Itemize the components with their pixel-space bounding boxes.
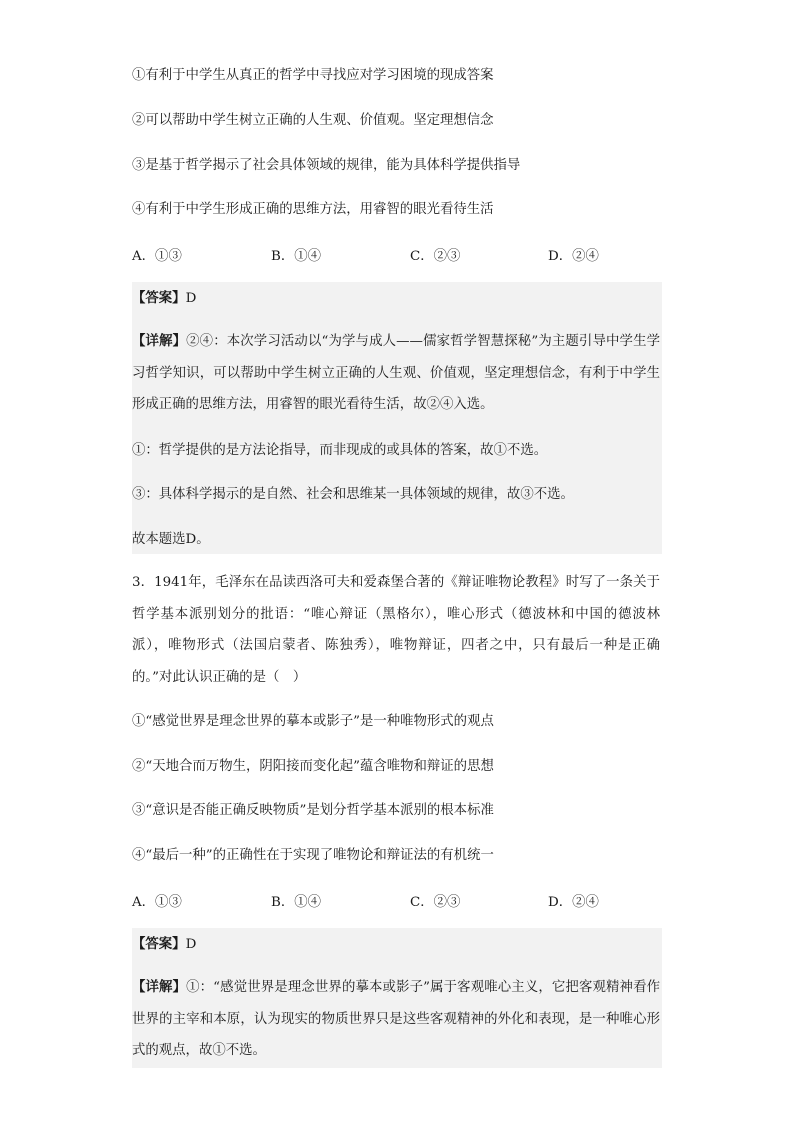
q3-answer [132,935,196,954]
q2-answer [132,289,196,308]
q3-option-b: B．①④ [271,895,322,910]
q3-statement-2: ②“天地合而万物生，阴阳接而变化起”蕴含唯物和辩证的思想 [132,759,494,774]
q3-detail-label: 【详解】 [132,980,187,995]
q2-detail [132,326,660,421]
q3-option-d: D．②④ [548,895,599,910]
q2-answer-value: D [185,291,197,306]
q3-option-a: A．①③ [132,895,182,910]
q2-detail-3: ③：具体科学揭示的是自然、社会和思维某一具体领域的规律，故③不选。 [132,487,574,502]
q3-statement-1: ①“感觉世界是理念世界的摹本或影子”是一种唯物形式的观点 [132,714,494,729]
q2-option-a: A．①③ [132,249,182,264]
q3-detail-text: ①：“感觉世界是理念世界的摹本或影子”属于客观唯心主义，它把客观精神看作世界的主宰和本原，认为现实的物质世界只是这些客观精神的外化和表现，是一种唯心形式的观点，故①不选。 [132,980,660,1058]
q2-detail-text: ②④：本次学习活动以“为学与成人——儒家哲学智慧探秘”为主题引导中学生学习哲学知识，可以帮助中学生树立正确的人生观、价值观，坚定理想信念，有利于中学生形成正确的思维方法，用睿智的眼光看待生活，故②④入选。 [132,334,660,412]
q2-detail-label: 【详解】 [132,334,187,349]
q2-option-d: D．②④ [548,249,599,264]
q2-option-b: B．①④ [271,249,322,264]
q3-options [132,891,662,910]
q2-statement-4: ④有利于中学生形成正确的思维方法，用睿智的眼光看待生活 [132,202,494,217]
q2-statement-1: ①有利于中学生从真正的哲学中寻找应对学习困境的现成答案 [132,68,494,83]
q2-options [132,245,662,264]
q3-statement-3: ③“意识是否能正确反映物质”是划分哲学基本派别的根本标准 [132,803,494,818]
q2-option-c: C．②③ [410,249,461,264]
q3-statement-4: ④“最后一种”的正确性在于实现了唯物论和辩证法的有机统一 [132,848,494,863]
q2-answer-label: 【答案】 [132,291,186,306]
q2-statement-2: ②可以帮助中学生树立正确的人生观、价值观。坚定理想信念 [132,113,494,128]
q2-conclusion: 故本题选D。 [132,532,210,547]
q2-detail-1: ①：哲学提供的是方法论指导，而非现成的或具体的答案，故①不选。 [132,443,548,458]
q3-option-c: C．②③ [410,895,461,910]
q3-detail [132,972,660,1067]
q2-statement-3: ③是基于哲学揭示了社会具体领域的规律，能为具体科学提供指导 [132,158,521,173]
q3-answer-label: 【答案】 [132,937,186,952]
q3-answer-value: D [185,937,197,952]
q3-stem: 3．1941年，毛泽东在品读西洛可夫和爱森堡合著的《辩证唯物论教程》时写了一条关于哲学基本派别划分的批语：“唯心辩证（黑格尔），唯心形式（德波林和中国的德波林派），唯物形式（法国启蒙者、陈独秀），唯物辩证，四者之中，只有最后一种是正确的。”对此认识正确的是（ ） [132,575,660,685]
